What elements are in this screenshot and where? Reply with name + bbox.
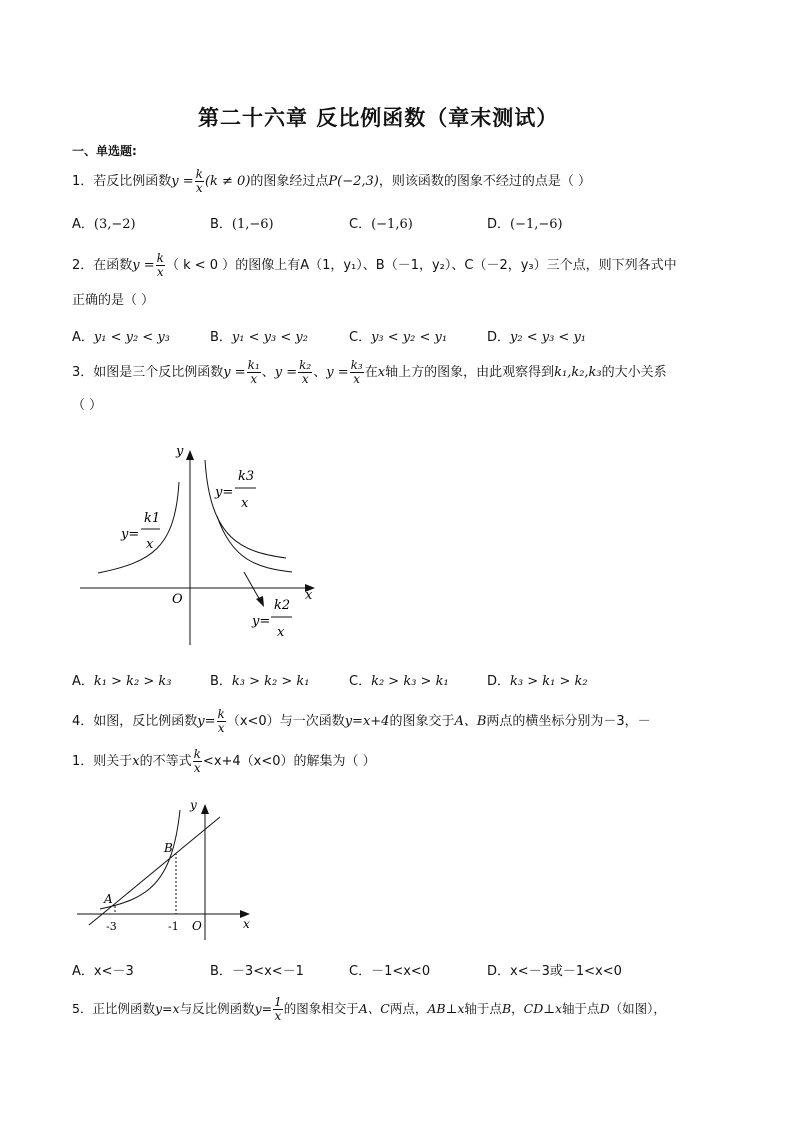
question-text: 与反比例函数 — [179, 1001, 255, 1016]
label-k3-num: k3 — [238, 469, 255, 484]
question-text: 轴于点 — [464, 1001, 502, 1016]
math-expr: （ k < 0 ） — [165, 258, 236, 273]
question-1 — [72, 168, 591, 195]
math-expr: y = — [223, 365, 246, 380]
math-expr: k₁,k₂,k₃ — [554, 365, 602, 380]
question-text: 的大小关系 — [601, 365, 667, 380]
question-text: 如图，反比例函数 — [93, 714, 198, 729]
question-number: 5． — [72, 1001, 93, 1016]
option-d[interactable]: D．x<－3或－1<x<0 — [487, 964, 622, 979]
question-text: 的图象交于 — [389, 714, 455, 729]
question-text: 的图象相交于 — [283, 1001, 359, 1016]
option-d[interactable]: D．y₂ < y₃ < y₁ — [487, 330, 586, 345]
math-expr: y= — [197, 714, 216, 729]
x-axis-label: x — [305, 588, 313, 603]
question-text: （如图）， — [609, 1001, 666, 1016]
option-d[interactable]: D．k₃ > k₁ > k₂ — [487, 674, 588, 689]
math-expr: y = — [132, 258, 155, 273]
label-k1-num: k1 — [144, 511, 161, 526]
math-expr: <x+4（x<0） — [202, 754, 294, 769]
question-text: 如图是三个反比例函数 — [93, 365, 224, 380]
y-axis-label: y — [190, 798, 197, 812]
option-a[interactable]: A．k₁ > k₂ > k₃ — [72, 674, 172, 689]
question-number: 2． — [72, 258, 94, 273]
separator: 、 — [313, 365, 327, 380]
question-3 — [72, 359, 667, 386]
pointer-arrowhead — [256, 596, 264, 607]
question-text: 轴于点 — [562, 1001, 600, 1016]
math-expr: P(−2,3) — [328, 174, 379, 189]
y-axis-arrow — [201, 804, 209, 814]
math-expr: y = — [171, 174, 194, 189]
option-a[interactable]: A．x<－3 — [72, 964, 134, 979]
option-b[interactable]: B．－3<x<－1 — [210, 964, 304, 979]
label-k1-den: x — [146, 537, 154, 552]
curve-k2 — [217, 516, 292, 572]
label-k3-y: y= — [215, 485, 234, 500]
option-c[interactable]: C．k₂ > k₃ > k₁ — [349, 674, 449, 689]
label-k2-y: y= — [252, 614, 271, 629]
fraction: $\frac{\text{k₁}}{x}$ — [247, 358, 260, 386]
y-axis-label: y — [176, 444, 184, 459]
option-a[interactable]: A．(3,−2) — [72, 217, 136, 232]
label-k3-den: x — [241, 496, 249, 511]
fraction: $\frac{\text{k₃}}{x}$ — [350, 358, 363, 386]
label-k1-y: y= — [121, 527, 140, 542]
question-text: 的解集为（ ） — [293, 754, 376, 769]
math-expr: y= — [254, 1001, 273, 1016]
math-expr: y=x+4 — [344, 714, 390, 729]
linear-function — [89, 817, 220, 925]
option-b[interactable]: B．(1,−6) — [210, 217, 274, 232]
math-expr: A、B — [454, 714, 487, 729]
fraction: $\frac{k}{x}$ — [156, 251, 164, 279]
question-text: ，则该函数的图象不经过的点是（ ） — [378, 174, 592, 189]
question-text: 在函数 — [93, 258, 133, 273]
question-text: 三个点，则下列各式中 — [546, 258, 677, 273]
option-c[interactable]: C．(−1,6) — [349, 217, 413, 232]
point-b-label: B — [164, 841, 173, 855]
label-k2-num: k2 — [274, 598, 291, 613]
option-a[interactable]: A．y₁ < y₂ < y₃ — [72, 330, 170, 345]
option-d[interactable]: D．(−1,−6) — [487, 217, 563, 232]
math-expr: y = — [274, 365, 298, 380]
question-text: 正比例函数 — [92, 1001, 155, 1016]
option-b[interactable]: B．k₃ > k₂ > k₁ — [210, 674, 310, 689]
question-text: 轴上方的图象，由此观察得到 — [385, 365, 555, 380]
tick-label: -1 — [168, 920, 179, 933]
pointer-arrow — [244, 572, 261, 602]
math-expr: B — [501, 1001, 512, 1016]
fraction: $\frac{k}{x}$ — [195, 167, 203, 195]
question-5 — [72, 996, 666, 1023]
math-expr: AB⊥x — [427, 1001, 465, 1016]
option-c[interactable]: C．y₃ < y₂ < y₁ — [349, 330, 448, 345]
math-expr: CD⊥x — [523, 1001, 563, 1016]
fraction: $\frac{k}{x}$ — [217, 707, 225, 735]
question-4 — [72, 708, 651, 735]
tick-label: -3 — [106, 920, 117, 933]
question-text: 在 — [364, 365, 378, 380]
page-title: 第二十六章 反比例函数（章末测试） — [198, 106, 559, 130]
y-axis-arrow — [186, 450, 194, 460]
origin-label: O — [172, 592, 183, 607]
question-2 — [72, 252, 677, 279]
origin-label: O — [192, 919, 202, 933]
math-expr: y=x — [154, 1001, 180, 1016]
math-expr: y = — [326, 365, 349, 380]
q4-graph — [72, 795, 262, 940]
question-text: 与一次函数 — [279, 714, 345, 729]
question-text: 两点的横坐标分别为－3，－ — [486, 714, 651, 729]
x-axis-label: x — [243, 917, 250, 931]
question-number: 3． — [72, 365, 94, 380]
q3-graph — [72, 440, 332, 650]
math-expr: D — [599, 1001, 610, 1016]
option-c[interactable]: C．－1<x<0 — [349, 964, 431, 979]
label-k2-den: x — [277, 625, 285, 640]
question-text: ， — [511, 1001, 524, 1016]
question-text: 的不等式 — [139, 754, 192, 769]
fraction: $\frac{k}{x}$ — [193, 747, 201, 775]
point-a-label: A — [104, 892, 113, 906]
math-expr: x — [132, 754, 140, 769]
question-text: 若反比例函数 — [93, 174, 172, 189]
math-expr: x — [377, 365, 386, 380]
math-expr: （x<0） — [226, 714, 280, 729]
fraction: $\frac{\text{k₂}}{x}$ — [299, 358, 312, 386]
math-expr: (k ≠ 0) — [204, 174, 251, 189]
question-number: 1． — [72, 174, 94, 189]
separator: 、 — [261, 365, 275, 380]
question-text: 的图像上有 — [235, 258, 301, 273]
section-heading: 一、单选题: — [72, 144, 137, 158]
question-number: 4． — [72, 714, 94, 729]
math-expr: A（1，y₁）、B（－1，y₂）、C（－2，y₃） — [300, 258, 547, 273]
fraction: $\frac{1}{x}$ — [274, 995, 282, 1023]
math-expr: A、C — [358, 1001, 390, 1016]
option-b[interactable]: B．y₁ < y₃ < y₂ — [210, 330, 308, 345]
question-text: 1．则关于 — [72, 754, 133, 769]
question-text: 的图象经过点 — [250, 174, 329, 189]
question-text: 两点， — [389, 1001, 428, 1016]
question-2-line2: 正确的是（ ） — [72, 293, 155, 308]
question-4-line2 — [72, 748, 376, 775]
question-3-line2: （ ） — [72, 398, 103, 413]
